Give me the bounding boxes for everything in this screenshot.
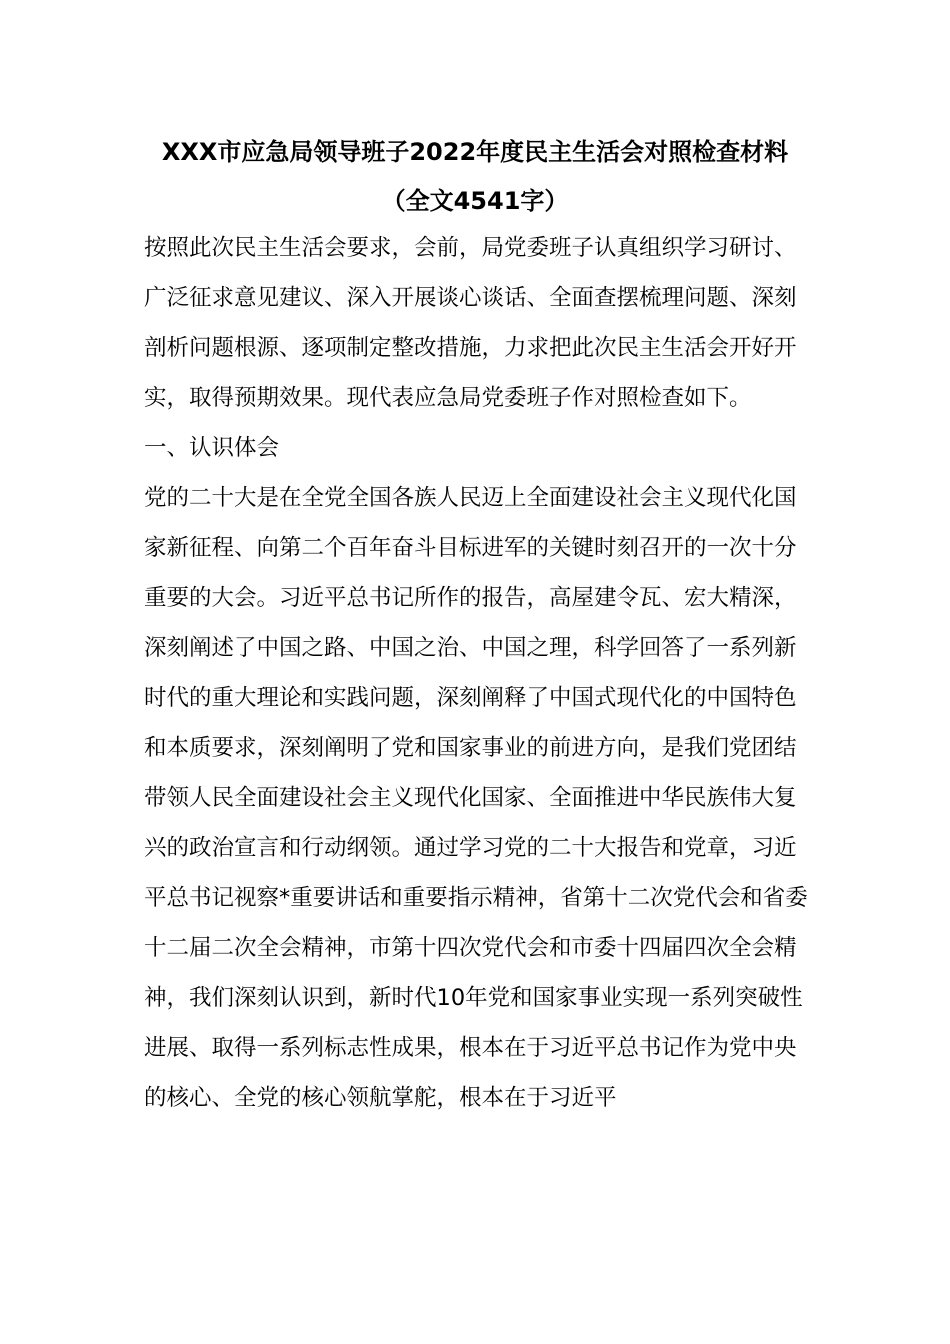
body-line: 家新征程、向第二个百年奋斗目标进军的关键时刻召开的一次十分 — [144, 535, 797, 561]
intro-line: 实，取得预期效果。现代表应急局党委班子作对照检查如下。 — [144, 385, 752, 411]
body-line: 带领人民全面建设社会主义现代化国家、全面推进中华民族伟大复 — [144, 785, 797, 811]
intro-line: 按照此次民主生活会要求，会前，局党委班子认真组织学习研讨、 — [144, 235, 797, 261]
body-line: 平总书记视察*重要讲话和重要指示精神，省第十二次党代会和省委 — [144, 885, 808, 911]
document-word-count: （全文4541字） — [381, 187, 569, 215]
section-heading: 一、认识体会 — [144, 435, 280, 461]
body-line: 重要的大会。习近平总书记所作的报告，高屋建令瓦、宏大精深， — [144, 585, 797, 611]
body-line: 的核心、全党的核心领航掌舵，根本在于习近平 — [144, 1085, 617, 1111]
intro-line: 广泛征求意见建议、深入开展谈心谈话、全面查摆梳理问题、深刻 — [144, 285, 797, 311]
body-line: 深刻阐述了中国之路、中国之治、中国之理，科学回答了一系列新 — [144, 635, 797, 661]
body-line: 和本质要求，深刻阐明了党和国家事业的前进方向，是我们党团结 — [144, 735, 797, 761]
document-title: XXX市应急局领导班子2022年度民主生活会对照检查材料 — [161, 138, 789, 166]
body-line: 神，我们深刻认识到，新时代10年党和国家事业实现一系列突破性 — [144, 985, 803, 1011]
body-line: 时代的重大理论和实践问题，深刻阐释了中国式现代化的中国特色 — [144, 685, 797, 711]
body-line: 十二届二次全会精神，市第十四次党代会和市委十四届四次全会精 — [144, 935, 797, 961]
intro-line: 剖析问题根源、逐项制定整改措施，力求把此次民主生活会开好开 — [144, 335, 797, 361]
body-line: 兴的政治宣言和行动纲领。通过学习党的二十大报告和党章，习近 — [144, 835, 797, 861]
body-line: 进展、取得一系列标志性成果，根本在于习近平总书记作为党中央 — [144, 1035, 797, 1061]
body-line: 党的二十大是在全党全国各族人民迈上全面建设社会主义现代化国 — [144, 485, 797, 511]
